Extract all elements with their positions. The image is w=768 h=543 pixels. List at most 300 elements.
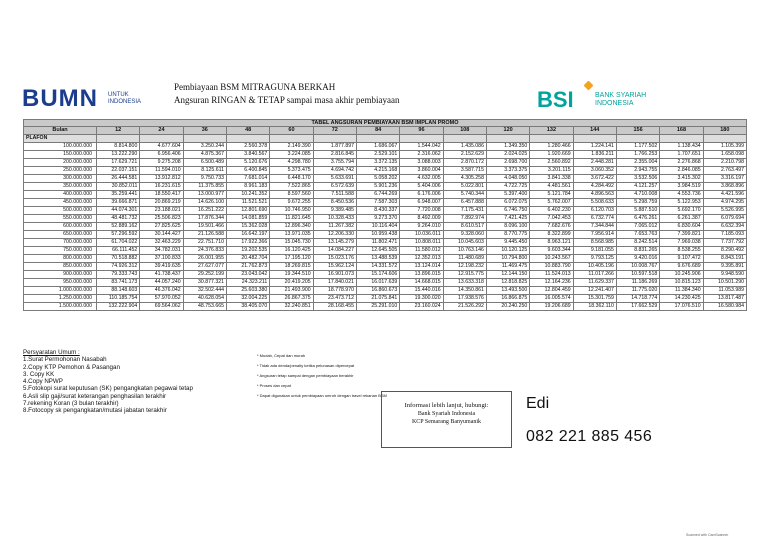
plafon-cell: 200.000.000 bbox=[24, 159, 97, 167]
tenor-header: 156 bbox=[616, 127, 659, 135]
installment-cell: 13.633.318 bbox=[443, 279, 486, 287]
installment-cell: 5.058.202 bbox=[356, 175, 399, 183]
installment-cell: 9.672.255 bbox=[270, 199, 313, 207]
installment-cell: 1.920.669 bbox=[530, 151, 573, 159]
installment-cell: 3.672.422 bbox=[573, 175, 616, 183]
installment-cell: 23.160.024 bbox=[400, 303, 443, 311]
installment-cell: 3.316.197 bbox=[703, 175, 746, 183]
installment-cell: 3.868.896 bbox=[703, 183, 746, 191]
installment-cell: 1.686.067 bbox=[356, 143, 399, 151]
installment-cell: 2.763.497 bbox=[703, 167, 746, 175]
installment-cell: 10.243.567 bbox=[530, 255, 573, 263]
installment-cell: 6.457.888 bbox=[443, 199, 486, 207]
installment-cell: 13.222.290 bbox=[97, 151, 140, 159]
installment-cell: 25.506.823 bbox=[140, 215, 183, 223]
plafon-cell: 550.000.000 bbox=[24, 215, 97, 223]
table-row bbox=[24, 303, 747, 311]
scanner-watermark: Scanned with CamScanner bbox=[686, 533, 729, 537]
tenor-header: 108 bbox=[443, 127, 486, 135]
installment-cell: 10.959.438 bbox=[356, 231, 399, 239]
installment-cell: 17.076.510 bbox=[660, 303, 703, 311]
installment-cell: 15.045.730 bbox=[270, 239, 313, 247]
installment-cell: 11.469.475 bbox=[486, 263, 529, 271]
installment-cell: 8.492.009 bbox=[400, 215, 443, 223]
installment-cell: 26.867.375 bbox=[270, 295, 313, 303]
plafon-cell: 500.000.000 bbox=[24, 207, 97, 215]
installment-cell: 16.866.875 bbox=[486, 295, 529, 303]
installment-cell: 17.629.721 bbox=[97, 159, 140, 167]
installment-cell: 9.328.060 bbox=[443, 231, 486, 239]
installment-cell: 2.816.845 bbox=[313, 151, 356, 159]
installment-cell: 1.707.651 bbox=[660, 151, 703, 159]
tenor-header: 24 bbox=[140, 127, 183, 135]
tenor-header: 132 bbox=[530, 127, 573, 135]
plafon-header-filler bbox=[616, 135, 659, 143]
document-subtitle: Angsuran RINGAN & TETAP sampai masa akhir pembiayaan bbox=[174, 95, 400, 105]
installment-cell: 3.841.338 bbox=[530, 175, 573, 183]
installment-cell: 7.653.763 bbox=[616, 231, 659, 239]
installment-cell: 61.704.022 bbox=[97, 239, 140, 247]
installment-cell: 9.181.055 bbox=[573, 247, 616, 255]
installment-cell: 4.896.563 bbox=[573, 191, 616, 199]
plafon-cell: 350.000.000 bbox=[24, 183, 97, 191]
installment-cell: 11.017.266 bbox=[573, 271, 616, 279]
installment-cell: 8.430.337 bbox=[356, 207, 399, 215]
installment-cell: 32.463.229 bbox=[140, 239, 183, 247]
installment-cell: 5.740.344 bbox=[443, 191, 486, 199]
installment-cell: 10.245.906 bbox=[660, 271, 703, 279]
installment-cell: 4.875.367 bbox=[183, 151, 226, 159]
installment-cell: 2.210.798 bbox=[703, 159, 746, 167]
plafon-header-filler bbox=[486, 135, 529, 143]
installment-cell: 34.782.031 bbox=[140, 247, 183, 255]
installment-cell: 32.004.225 bbox=[226, 295, 269, 303]
plafon-header-filler bbox=[573, 135, 616, 143]
installment-cell: 1.177.502 bbox=[616, 143, 659, 151]
installment-cell: 70.518.882 bbox=[97, 255, 140, 263]
plafon-header-filler bbox=[530, 135, 573, 143]
installment-cell: 4.421.596 bbox=[703, 191, 746, 199]
installment-cell: 16.231.615 bbox=[140, 183, 183, 191]
installment-cell: 18.269.815 bbox=[270, 263, 313, 271]
table-row bbox=[24, 223, 747, 231]
installment-cell: 2.560.378 bbox=[226, 143, 269, 151]
installment-cell: 17.840.021 bbox=[313, 279, 356, 287]
installment-cell: 11.524.013 bbox=[530, 271, 573, 279]
installment-cell: 11.384.340 bbox=[660, 287, 703, 295]
installment-cell: 26.444.581 bbox=[97, 175, 140, 183]
tenor-header: 72 bbox=[313, 127, 356, 135]
installment-cell: 9.948.590 bbox=[703, 271, 746, 279]
installment-cell: 7.344.844 bbox=[573, 223, 616, 231]
installment-cell: 5.887.510 bbox=[616, 207, 659, 215]
bumn-logo-text: BUMN bbox=[22, 85, 98, 112]
installment-cell: 11.375.855 bbox=[183, 183, 226, 191]
installment-cell: 8.242.514 bbox=[616, 239, 659, 247]
installment-cell: 3.840.567 bbox=[226, 151, 269, 159]
installment-cell: 14.350.861 bbox=[443, 287, 486, 295]
installment-cell: 4.677.604 bbox=[140, 143, 183, 151]
installment-cell: 2.698.700 bbox=[486, 159, 529, 167]
installment-cell: 7.681.014 bbox=[226, 175, 269, 183]
installment-cell: 5.397.400 bbox=[486, 191, 529, 199]
installment-cell: 6.448.170 bbox=[270, 175, 313, 183]
installment-cell: 57.296.592 bbox=[97, 231, 140, 239]
installment-cell: 2.870.172 bbox=[443, 159, 486, 167]
installment-cell: 12.804.459 bbox=[530, 287, 573, 295]
installment-cell: 8.290.492 bbox=[703, 247, 746, 255]
tenor-header: 60 bbox=[270, 127, 313, 135]
benefits-notes bbox=[257, 351, 387, 401]
installment-cell: 6.830.604 bbox=[660, 223, 703, 231]
plafon-cell: 300.000.000 bbox=[24, 175, 97, 183]
table-row bbox=[24, 159, 747, 167]
installment-cell: 13.493.500 bbox=[486, 287, 529, 295]
installment-cell: 14.331.572 bbox=[356, 263, 399, 271]
installment-cell: 20.482.704 bbox=[226, 255, 269, 263]
installment-cell: 23.188.021 bbox=[140, 207, 183, 215]
installment-cell: 5.121.784 bbox=[530, 191, 573, 199]
installment-cell: 1.877.897 bbox=[313, 143, 356, 151]
installment-cell: 15.174.606 bbox=[356, 271, 399, 279]
installment-cell: 10.763.146 bbox=[443, 247, 486, 255]
installment-cell: 7.682.676 bbox=[530, 223, 573, 231]
table-caption: TABEL ANGSURAN PEMBIAYAAN BSM IMPLAN PROMO bbox=[24, 120, 747, 127]
installment-cell: 12.818.825 bbox=[486, 279, 529, 287]
installment-cell: 1.224.141 bbox=[573, 143, 616, 151]
installment-cell: 24.323.211 bbox=[226, 279, 269, 287]
installment-cell: 11.186.269 bbox=[616, 279, 659, 287]
installment-cell: 35.259.441 bbox=[97, 191, 140, 199]
installment-cell: 10.328.433 bbox=[313, 215, 356, 223]
installment-cell: 48.753.665 bbox=[183, 303, 226, 311]
installment-cell: 7.042.453 bbox=[530, 215, 573, 223]
plafon-header-filler bbox=[140, 135, 183, 143]
plafon-header-filler bbox=[270, 135, 313, 143]
installment-cell: 44.057.240 bbox=[140, 279, 183, 287]
table-row bbox=[24, 215, 747, 223]
tenor-header: 36 bbox=[183, 127, 226, 135]
installment-cell: 6.632.394 bbox=[703, 223, 746, 231]
installment-cell: 12.144.150 bbox=[486, 271, 529, 279]
installment-cell: 88.148.603 bbox=[97, 287, 140, 295]
table-row bbox=[24, 279, 747, 287]
installment-cell: 4.305.258 bbox=[443, 175, 486, 183]
installment-cell: 9.750.733 bbox=[183, 175, 226, 183]
requirement-item: 5.Fotokopi surat keputusan (SK) pengangkatan pegawai tetap bbox=[23, 385, 193, 393]
tenor-header-row bbox=[24, 127, 747, 135]
installment-cell: 16.860.673 bbox=[356, 287, 399, 295]
table-row bbox=[24, 295, 747, 303]
tenor-header: 84 bbox=[356, 127, 399, 135]
installment-cell: 6.400.845 bbox=[226, 167, 269, 175]
installment-cell: 8.568.985 bbox=[573, 239, 616, 247]
plafon-cell: 650.000.000 bbox=[24, 231, 97, 239]
plafon-cell: 450.000.000 bbox=[24, 199, 97, 207]
plafon-header-filler bbox=[660, 135, 703, 143]
installment-cell: 9.107.472 bbox=[660, 255, 703, 263]
installment-cell: 8.831.265 bbox=[616, 247, 659, 255]
installment-cell: 5.404.006 bbox=[400, 183, 443, 191]
table-row bbox=[24, 247, 747, 255]
installment-cell: 14.626.100 bbox=[183, 199, 226, 207]
installment-cell: 41.738.437 bbox=[140, 271, 183, 279]
installment-cell: 9.389.485 bbox=[313, 207, 356, 215]
installment-cell: 20.240.250 bbox=[486, 303, 529, 311]
plafon-cell: 1.250.000.000 bbox=[24, 295, 97, 303]
installment-cell: 38.405.070 bbox=[226, 303, 269, 311]
installment-cell: 5.508.633 bbox=[573, 199, 616, 207]
installment-cell: 17.922.366 bbox=[226, 239, 269, 247]
installment-cell: 1.658.098 bbox=[703, 151, 746, 159]
installment-cell: 4.710.008 bbox=[616, 191, 659, 199]
installment-cell: 21.762.873 bbox=[226, 263, 269, 271]
installment-table-body bbox=[24, 143, 747, 311]
installment-cell: 40.628.054 bbox=[183, 295, 226, 303]
installment-cell: 6.120.703 bbox=[573, 207, 616, 215]
installment-cell: 2.560.892 bbox=[530, 159, 573, 167]
plafon-cell: 150.000.000 bbox=[24, 151, 97, 159]
table-row bbox=[24, 167, 747, 175]
installment-cell: 6.732.774 bbox=[573, 215, 616, 223]
installment-cell: 2.355.004 bbox=[616, 159, 659, 167]
installment-cell: 15.962.124 bbox=[313, 263, 356, 271]
installment-cell: 16.005.574 bbox=[530, 295, 573, 303]
installment-cell: 2.316.062 bbox=[400, 151, 443, 159]
installment-cell: 6.072.075 bbox=[486, 199, 529, 207]
benefit-note: * Dapat digunakan untuk pembiayaan umroh dengan travel rekanan BSM bbox=[257, 393, 387, 398]
installment-cell: 9.676.689 bbox=[660, 263, 703, 271]
installment-cell: 18.362.110 bbox=[573, 303, 616, 311]
table-row bbox=[24, 151, 747, 159]
tenor-header: 144 bbox=[573, 127, 616, 135]
plafon-header-filler bbox=[313, 135, 356, 143]
installment-cell: 5.901.236 bbox=[356, 183, 399, 191]
plafon-header-filler bbox=[226, 135, 269, 143]
installment-cell: 4.722.725 bbox=[486, 183, 529, 191]
plafon-header-filler bbox=[183, 135, 226, 143]
requirements-list bbox=[23, 356, 193, 414]
plafon-cell: 900.000.000 bbox=[24, 271, 97, 279]
installment-cell: 1.280.466 bbox=[530, 143, 573, 151]
installment-cell: 6.956.406 bbox=[140, 151, 183, 159]
installment-cell: 30.144.427 bbox=[140, 231, 183, 239]
installment-cell: 9.793.125 bbox=[573, 255, 616, 263]
installment-cell: 18.778.970 bbox=[313, 287, 356, 295]
installment-cell: 4.974.295 bbox=[703, 199, 746, 207]
table-row bbox=[24, 143, 747, 151]
installment-cell: 16.120.425 bbox=[270, 247, 313, 255]
installment-cell: 7.185.093 bbox=[703, 231, 746, 239]
installment-cell: 11.480.689 bbox=[443, 255, 486, 263]
plafon-cell: 800.000.000 bbox=[24, 255, 97, 263]
installment-cell: 5.692.170 bbox=[660, 207, 703, 215]
installment-cell: 8.961.183 bbox=[226, 183, 269, 191]
installment-cell: 6.079.694 bbox=[703, 215, 746, 223]
plafon-cell: 100.000.000 bbox=[24, 143, 97, 151]
installment-cell: 7.737.792 bbox=[703, 239, 746, 247]
installment-cell: 8.597.560 bbox=[270, 191, 313, 199]
installment-cell: 24.376.833 bbox=[183, 247, 226, 255]
installment-cell: 10.241.352 bbox=[226, 191, 269, 199]
installment-cell: 39.666.871 bbox=[97, 199, 140, 207]
installment-cell: 19.202.535 bbox=[226, 247, 269, 255]
requirement-item: 1.Surat Permohonan Nasabah bbox=[23, 356, 107, 364]
installment-cell: 3.755.794 bbox=[313, 159, 356, 167]
installment-cell: 7.175.431 bbox=[443, 207, 486, 215]
installment-cell: 21.075.841 bbox=[356, 295, 399, 303]
installment-cell: 11.629.337 bbox=[573, 279, 616, 287]
installment-table-container bbox=[23, 119, 746, 311]
installment-cell: 2.152.629 bbox=[443, 151, 486, 159]
installment-cell: 3.373.375 bbox=[486, 167, 529, 175]
installment-cell: 6.744.269 bbox=[356, 191, 399, 199]
installment-cell: 14.084.227 bbox=[313, 247, 356, 255]
installment-cell: 30.852.011 bbox=[97, 183, 140, 191]
installment-cell: 23.473.712 bbox=[313, 295, 356, 303]
plafon-header-row bbox=[24, 135, 747, 143]
installment-cell: 1.435.086 bbox=[443, 143, 486, 151]
installment-cell: 83.741.173 bbox=[97, 279, 140, 287]
installment-cell: 10.120.125 bbox=[486, 247, 529, 255]
installment-cell: 11.802.471 bbox=[356, 239, 399, 247]
installment-cell: 1.349.350 bbox=[486, 143, 529, 151]
plafon-cell: 400.000.000 bbox=[24, 191, 97, 199]
requirement-item: 6.Asli slip gaji/surat keterangan penghasilan terakhir bbox=[23, 392, 167, 400]
installment-cell: 17.662.529 bbox=[616, 303, 659, 311]
installment-cell: 30.877.321 bbox=[183, 279, 226, 287]
installment-cell: 7.720.008 bbox=[400, 207, 443, 215]
installment-cell: 27.627.077 bbox=[183, 263, 226, 271]
table-row bbox=[24, 287, 747, 295]
document-title: Pembiayaan BSM MITRAGUNA BERKAH bbox=[174, 82, 336, 92]
installment-cell: 21.126.588 bbox=[183, 231, 226, 239]
installment-cell: 15.362.028 bbox=[226, 223, 269, 231]
installment-cell: 2.943.755 bbox=[616, 167, 659, 175]
installment-cell: 6.500.489 bbox=[183, 159, 226, 167]
installment-cell: 13.896.015 bbox=[400, 271, 443, 279]
requirement-item: 4.Copy NPWP bbox=[23, 378, 63, 386]
installment-cell: 52.889.162 bbox=[97, 223, 140, 231]
benefit-note: * Mudah, Cepat dan murah bbox=[257, 353, 306, 358]
info-box-line2: Bank Syariah Indonesia bbox=[417, 411, 476, 417]
installment-cell: 3.415.302 bbox=[660, 175, 703, 183]
bsi-logo-dot-icon bbox=[584, 81, 594, 91]
installment-cell: 4.048.050 bbox=[486, 175, 529, 183]
info-box-line3: KCP Semarang Banyumanik bbox=[411, 419, 482, 425]
installment-cell: 1.836.211 bbox=[573, 151, 616, 159]
installment-cell: 25.291.010 bbox=[356, 303, 399, 311]
tenor-header: 96 bbox=[400, 127, 443, 135]
plafon-header-filler bbox=[443, 135, 486, 143]
installment-cell: 13.971.035 bbox=[270, 231, 313, 239]
installment-cell: 10.815.123 bbox=[660, 279, 703, 287]
installment-cell: 9.264.010 bbox=[400, 223, 443, 231]
installment-cell: 12.915.775 bbox=[443, 271, 486, 279]
installment-cell: 1.105.399 bbox=[703, 143, 746, 151]
installment-cell: 13.124.014 bbox=[400, 263, 443, 271]
installment-cell: 7.587.303 bbox=[356, 199, 399, 207]
installment-cell: 16.251.222 bbox=[183, 207, 226, 215]
installment-cell: 74.926.312 bbox=[97, 263, 140, 271]
plafon-cell: 700.000.000 bbox=[24, 239, 97, 247]
plafon-header-filler bbox=[703, 135, 746, 143]
table-row bbox=[24, 239, 747, 247]
installment-cell: 15.301.759 bbox=[573, 295, 616, 303]
bsi-logo-subtitle: BANK SYARIAH INDONESIA bbox=[595, 92, 647, 107]
info-box-line1: Informasi lebih lanjut, hubungi: bbox=[404, 402, 489, 409]
installment-cell: 21.493.900 bbox=[270, 287, 313, 295]
installment-cell: 13.145.279 bbox=[313, 239, 356, 247]
installment-cell: 16.901.073 bbox=[313, 271, 356, 279]
installment-cell: 12.896.340 bbox=[270, 223, 313, 231]
installment-cell: 4.298.780 bbox=[270, 159, 313, 167]
installment-cell: 11.267.382 bbox=[313, 223, 356, 231]
installment-cell: 10.808.011 bbox=[400, 239, 443, 247]
installment-cell: 3.224.085 bbox=[270, 151, 313, 159]
plafon-cell: 1.500.000.000 bbox=[24, 303, 97, 311]
installment-cell: 16.017.639 bbox=[356, 279, 399, 287]
installment-cell: 7.065.012 bbox=[616, 223, 659, 231]
installment-cell: 10.405.196 bbox=[573, 263, 616, 271]
bulan-header: Bulan bbox=[24, 127, 97, 135]
installment-cell: 8.096.100 bbox=[486, 223, 529, 231]
installment-cell: 14.081.859 bbox=[226, 215, 269, 223]
installment-cell: 8.538.255 bbox=[660, 247, 703, 255]
installment-cell: 32.240.851 bbox=[270, 303, 313, 311]
installment-cell: 3.860.004 bbox=[400, 167, 443, 175]
installment-cell: 11.821.645 bbox=[270, 215, 313, 223]
installment-cell: 7.511.588 bbox=[313, 191, 356, 199]
installment-cell: 8.610.517 bbox=[443, 223, 486, 231]
tenor-header: 48 bbox=[226, 127, 269, 135]
installment-cell: 10.883.790 bbox=[530, 263, 573, 271]
table-row bbox=[24, 207, 747, 215]
requirement-item: 3. Copy KK bbox=[23, 370, 55, 378]
installment-cell: 2.276.868 bbox=[660, 159, 703, 167]
installment-cell: 17.195.120 bbox=[270, 255, 313, 263]
installment-cell: 12.198.232 bbox=[443, 263, 486, 271]
plafon-cell: 950.000.000 bbox=[24, 279, 97, 287]
requirement-item: 8.Fotocopy sk pengangkatan/mutasi jabatan terakhir bbox=[23, 407, 167, 415]
bumn-logo bbox=[22, 86, 148, 112]
installment-cell: 28.168.455 bbox=[313, 303, 356, 311]
installment-cell: 13.000.977 bbox=[183, 191, 226, 199]
installment-cell: 12.241.407 bbox=[573, 287, 616, 295]
installment-cell: 11.053.989 bbox=[703, 287, 746, 295]
installment-cell: 13.488.539 bbox=[356, 255, 399, 263]
installment-cell: 16.580.984 bbox=[703, 303, 746, 311]
installment-cell: 15.440.016 bbox=[400, 287, 443, 295]
installment-cell: 14.230.425 bbox=[660, 295, 703, 303]
installment-cell: 27.825.625 bbox=[140, 223, 183, 231]
info-box bbox=[381, 391, 512, 448]
installment-cell: 17.876.344 bbox=[183, 215, 226, 223]
installment-cell: 21.526.292 bbox=[443, 303, 486, 311]
benefit-note: * Angsuran tetap sampai dengan pembiayaan berakhir bbox=[257, 373, 354, 378]
installment-cell: 8.322.899 bbox=[530, 231, 573, 239]
installment-cell: 2.149.390 bbox=[270, 143, 313, 151]
installment-cell: 15.023.176 bbox=[313, 255, 356, 263]
installment-cell: 1.766.253 bbox=[616, 151, 659, 159]
installment-cell: 19.344.510 bbox=[270, 271, 313, 279]
installment-cell: 12.801.690 bbox=[226, 207, 269, 215]
table-row bbox=[24, 271, 747, 279]
table-row bbox=[24, 263, 747, 271]
installment-cell: 132.222.904 bbox=[97, 303, 140, 311]
requirement-item: 2.Copy KTP Pemohon & Pasangan bbox=[23, 363, 120, 371]
installment-cell: 26.001.955 bbox=[183, 255, 226, 263]
